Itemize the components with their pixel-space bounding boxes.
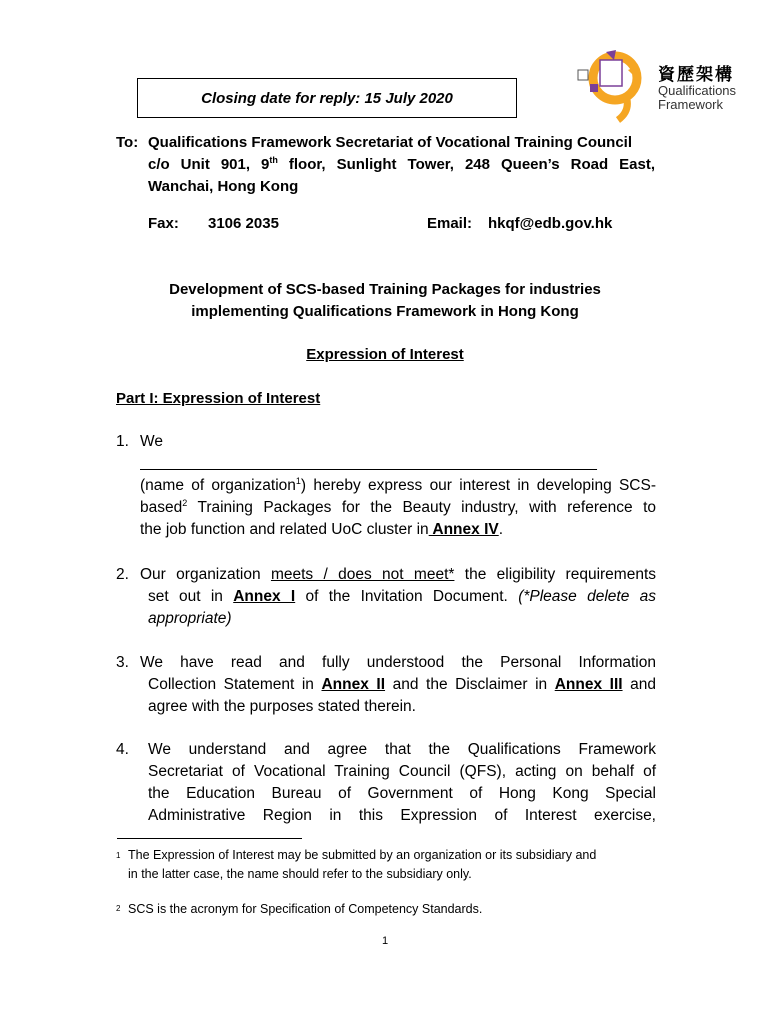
item2-line3: appropriate): [148, 610, 232, 627]
item3-line3: agree with the purposes stated therein.: [148, 698, 416, 715]
annex-i-ref: Annex I: [233, 588, 296, 605]
to-prefix: To:: [116, 134, 139, 151]
address-line3: Wanchai, Hong Kong: [148, 178, 299, 195]
item3-number: 3.: [116, 654, 129, 671]
footnote-separator: [117, 838, 302, 839]
item4-number: 4.: [116, 741, 129, 758]
organization-name-blank[interactable]: _____________________________________________________: [140, 454, 597, 471]
meets-option[interactable]: meets / does not meet*: [270, 566, 455, 583]
annex-iii-ref: Annex III: [554, 676, 623, 693]
item2-number: 2.: [116, 566, 129, 583]
fax-value: 3106 2035: [208, 215, 279, 232]
logo-english-name-line1: Qualifications: [658, 83, 737, 98]
email-value: hkqf@edb.gov.hk: [488, 215, 613, 232]
item2-line2: set out in Annex I of the Invitation Document. (*Please delete as: [148, 588, 656, 605]
item2-line1: Our organization meets / does not meet* the eligibility requirements: [140, 566, 657, 583]
item3-line2: Collection Statement in Annex II and the Disclaimer in Annex III and: [148, 676, 656, 693]
item1-line2: based$^2$ Training Packages for the Beauty industry, with reference to: [140, 498, 656, 516]
annex-iv-ref: Annex IV: [428, 521, 499, 538]
qf-logo: [570, 48, 755, 128]
footnote2-line1: SCS is the acronym for Specification of Competency Standards.: [128, 902, 483, 916]
subtitle: Expression of Interest: [306, 346, 464, 363]
address-line2: c/o Unit 901, 9th floor, Sunlight Tower, 248 Queen’s Road East,: [148, 155, 655, 173]
page-number: 1: [381, 935, 389, 947]
footnote1-line1: The Expression of Interest may be submitted by an organization or its subsidiary and: [128, 848, 597, 862]
fax-label: Fax:: [148, 215, 179, 232]
item1-line1: (name of organization$^1$) hereby express our interest in developing SCS-: [140, 476, 656, 494]
item4-line4: Administrative Region in this Expression of Interest exercise,: [148, 807, 656, 824]
item4-line2: Secretariat of Vocational Training Council (QFS), acting on behalf of: [148, 763, 656, 780]
closing-date-box: [137, 78, 517, 118]
part-heading: Part I: Expression of Interest: [116, 390, 321, 407]
logo-chinese-name: 資歷架構: [658, 65, 734, 84]
annex-ii-ref: Annex II: [321, 676, 386, 693]
item4-line1: We understand and agree that the Qualifications Framework: [148, 741, 656, 758]
logo-english-name-line2: Framework: [658, 97, 724, 112]
title-line2: implementing Qualifications Framework in Hong Kong: [191, 303, 579, 320]
closing-date-text: Closing date for reply: 15 July 2020: [201, 89, 453, 107]
item1-line3: the job function and related UoC cluster in Annex IV.: [140, 521, 504, 538]
email-label: Email:: [427, 215, 473, 232]
footnote2-mark: 2: [116, 904, 121, 913]
footnote1-line2: in the latter case, the name should refer to the subsidiary only.: [128, 867, 472, 881]
item3-line1: We have read and fully understood the Personal Information: [140, 654, 656, 671]
item1-number: 1.: [116, 433, 129, 450]
title-line1: Development of SCS-based Training Packages for industries: [169, 281, 601, 298]
address-line1: Qualifications Framework Secretariat of Vocational Training Council: [148, 134, 632, 151]
item4-line3: the Education Bureau of Government of Hong Kong Special: [148, 785, 656, 802]
footnote1-mark: 1: [116, 851, 121, 860]
item1-we: We: [140, 433, 163, 450]
